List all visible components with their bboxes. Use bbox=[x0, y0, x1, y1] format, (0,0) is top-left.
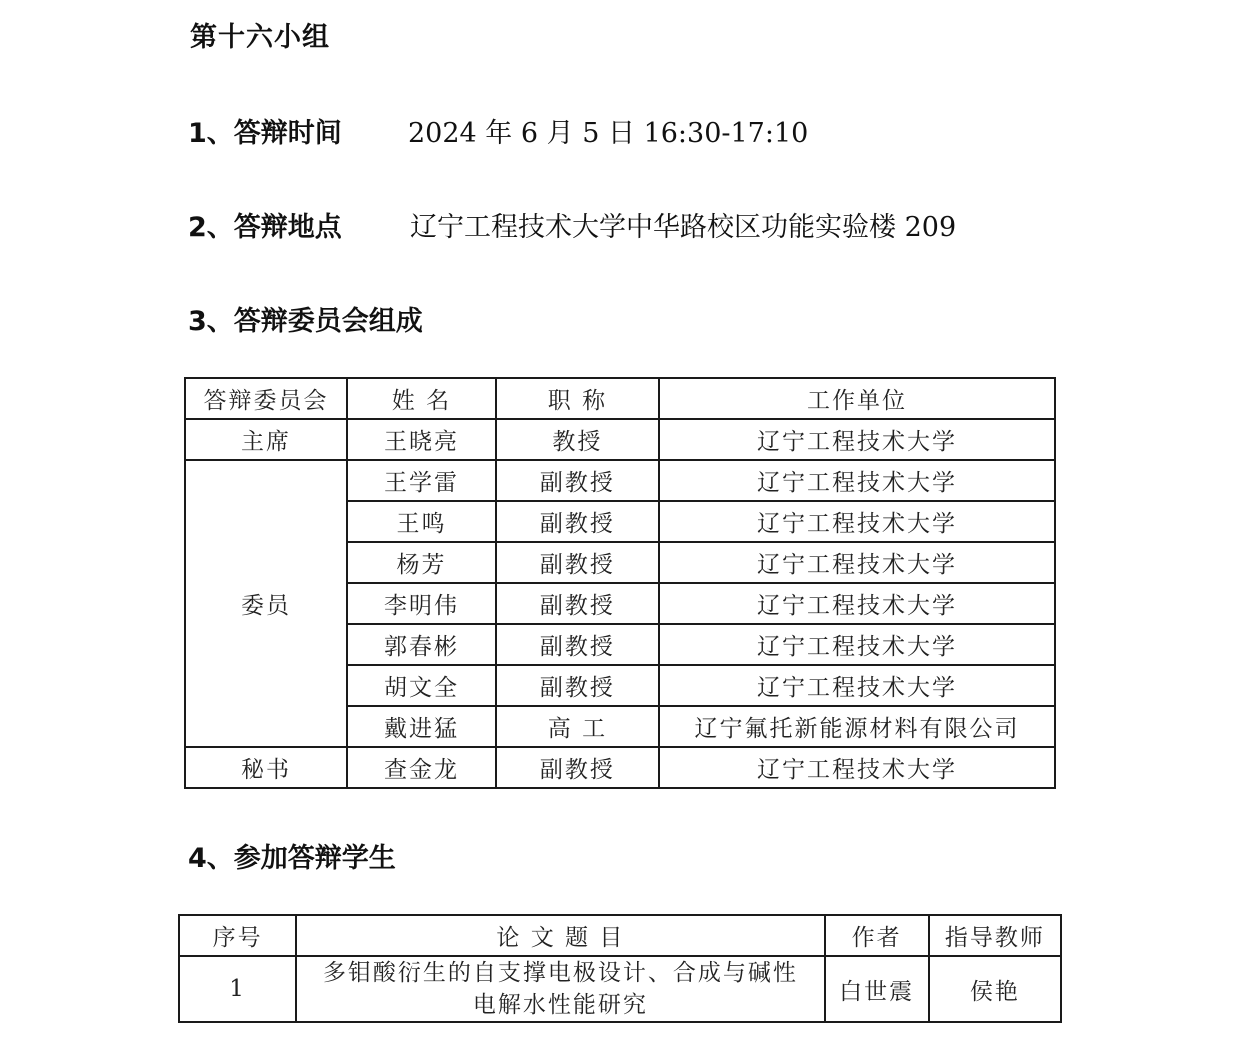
header-advisor: 指导教师 bbox=[929, 915, 1061, 956]
member-unit: 辽宁工程技术大学 bbox=[659, 583, 1055, 624]
student-author: 白世震 bbox=[825, 956, 929, 1022]
header-number: 序号 bbox=[179, 915, 296, 956]
defense-place-value: 辽宁工程技术大学中华路校区功能实验楼 209 bbox=[410, 212, 957, 243]
student-number: 1 bbox=[179, 956, 296, 1022]
member-unit: 辽宁工程技术大学 bbox=[659, 542, 1055, 583]
member-unit: 辽宁氟托新能源材料有限公司 bbox=[659, 706, 1055, 747]
member-title: 高 工 bbox=[496, 706, 659, 747]
defense-time-value: 2024 年 6 月 5 日 16:30-17:10 bbox=[408, 118, 809, 149]
member-name: 戴进猛 bbox=[347, 706, 496, 747]
member-title: 副教授 bbox=[496, 583, 659, 624]
table-row bbox=[185, 419, 1055, 460]
header-author: 作者 bbox=[825, 915, 929, 956]
member-title: 副教授 bbox=[496, 665, 659, 706]
member-title: 副教授 bbox=[496, 624, 659, 665]
header-committee: 答辩委员会 bbox=[185, 378, 347, 419]
defense-time-label: 1、答辩时间 bbox=[188, 118, 342, 149]
thesis-title: 多钼酸衍生的自支撑电极设计、合成与碱性电解水性能研究 bbox=[296, 956, 824, 1022]
defense-place-row bbox=[188, 205, 957, 244]
table-row bbox=[185, 747, 1055, 788]
role-member: 委员 bbox=[185, 460, 347, 747]
students-header-row bbox=[179, 915, 1061, 956]
defense-place-label: 2、答辩地点 bbox=[188, 212, 342, 243]
member-title: 副教授 bbox=[496, 542, 659, 583]
member-name: 王学雷 bbox=[347, 460, 496, 501]
member-unit: 辽宁工程技术大学 bbox=[659, 460, 1055, 501]
student-advisor: 侯艳 bbox=[929, 956, 1061, 1022]
member-name: 胡文全 bbox=[347, 665, 496, 706]
member-unit: 辽宁工程技术大学 bbox=[659, 624, 1055, 665]
header-name: 姓 名 bbox=[347, 378, 496, 419]
table-row bbox=[179, 956, 1061, 1022]
header-thesis: 论 文 题 目 bbox=[296, 915, 824, 956]
role-secretary: 秘书 bbox=[185, 747, 347, 788]
member-title: 副教授 bbox=[496, 460, 659, 501]
member-name: 杨芳 bbox=[347, 542, 496, 583]
role-chair: 主席 bbox=[185, 419, 347, 460]
header-title: 职 称 bbox=[496, 378, 659, 419]
member-title: 副教授 bbox=[496, 501, 659, 542]
group-title: 第十六小组 bbox=[190, 22, 330, 53]
member-title: 教授 bbox=[496, 419, 659, 460]
defense-time-row bbox=[188, 111, 809, 150]
member-unit: 辽宁工程技术大学 bbox=[659, 747, 1055, 788]
member-title: 副教授 bbox=[496, 747, 659, 788]
member-name: 郭春彬 bbox=[347, 624, 496, 665]
committee-table bbox=[184, 377, 1056, 789]
member-name: 王鸣 bbox=[347, 501, 496, 542]
member-name: 查金龙 bbox=[347, 747, 496, 788]
member-name: 王晓亮 bbox=[347, 419, 496, 460]
committee-header-row bbox=[185, 378, 1055, 419]
students-table bbox=[178, 914, 1062, 1023]
member-unit: 辽宁工程技术大学 bbox=[659, 665, 1055, 706]
member-unit: 辽宁工程技术大学 bbox=[659, 501, 1055, 542]
member-unit: 辽宁工程技术大学 bbox=[659, 419, 1055, 460]
member-name: 李明伟 bbox=[347, 583, 496, 624]
header-unit: 工作单位 bbox=[659, 378, 1055, 419]
committee-section-heading: 3、答辩委员会组成 bbox=[188, 306, 423, 337]
students-section-heading: 4、参加答辩学生 bbox=[188, 843, 396, 874]
table-row bbox=[185, 460, 1055, 501]
